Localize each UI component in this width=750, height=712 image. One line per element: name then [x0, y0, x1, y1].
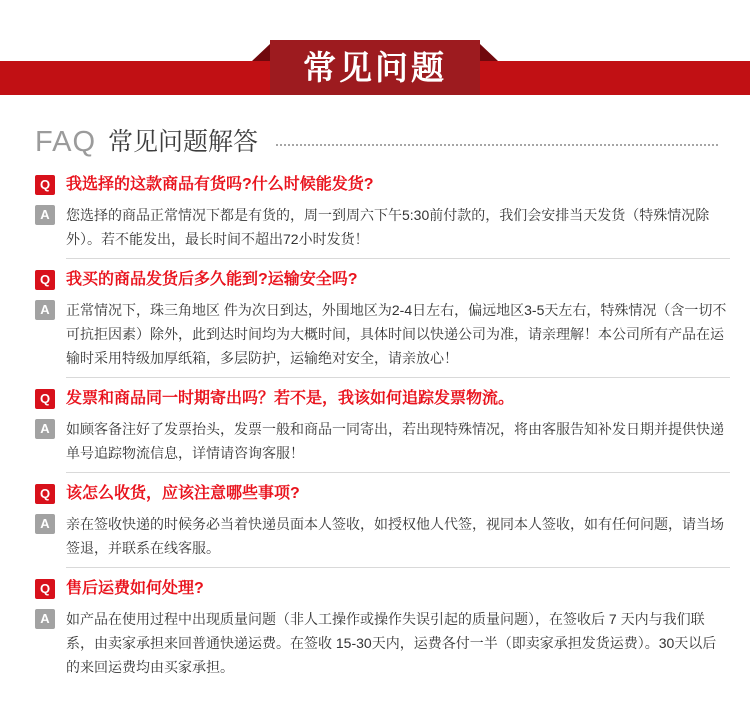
- ribbon-title-box: [270, 40, 480, 95]
- question-text: 售后运费如何处理?: [66, 580, 204, 597]
- question-row: [35, 389, 730, 409]
- faq-label: FAQ: [35, 126, 97, 158]
- question-text: 我买的商品发货后多久能到?运输安全吗?: [66, 271, 358, 288]
- question-row: [35, 270, 730, 290]
- ribbon-fold-right-icon: [480, 44, 498, 61]
- faq-item: [35, 568, 730, 686]
- question-row: [35, 484, 730, 504]
- a-icon: A: [35, 609, 55, 629]
- a-icon: A: [35, 514, 55, 534]
- faq-item: [35, 259, 730, 377]
- question-text: 该怎么收货，应该注意哪些事项?: [66, 485, 300, 502]
- ribbon-fold-left-icon: [252, 44, 270, 61]
- a-icon: A: [35, 205, 55, 225]
- ribbon-banner: [0, 0, 750, 108]
- faq-item: [35, 473, 730, 567]
- answer-row: [35, 607, 730, 679]
- q-icon: Q: [35, 389, 55, 409]
- q-icon: Q: [35, 579, 55, 599]
- a-icon: A: [35, 419, 55, 439]
- answer-text: 您选择的商品正常情况下都是有货的，周一到周六下午5:30前付款的，我们会安排当天发货（特殊情况除外）。若不能发出，最长时间不超出72小时发货！: [66, 207, 710, 247]
- page-title: 常见问题解答: [108, 128, 259, 156]
- question-row: [35, 579, 730, 599]
- question-text: 我选择的这款商品有货吗?什么时候能发货?: [66, 176, 374, 193]
- faq-item: [35, 378, 730, 472]
- a-icon: A: [35, 300, 55, 320]
- q-icon: Q: [35, 270, 55, 290]
- q-icon: Q: [35, 484, 55, 504]
- faq-section-header: [35, 108, 730, 164]
- question-row: [35, 175, 730, 195]
- answer-text: 亲在签收快递的时候务必当着快递员面本人签收，如授权他人代签，视同本人签收，如有任何问题，请当场签退，并联系在线客服。: [66, 516, 724, 556]
- dotted-divider: [276, 144, 718, 146]
- q-icon: Q: [35, 175, 55, 195]
- answer-row: [35, 298, 730, 370]
- faq-item: [35, 164, 730, 258]
- banner-title: 常见问题: [303, 49, 447, 86]
- answer-row: [35, 417, 730, 465]
- answer-text: 如顾客备注好了发票抬头，发票一般和商品一同寄出，若出现特殊情况，将由客服告知补发日期并提供快递单号追踪物流信息，详情请咨询客服！: [66, 421, 724, 461]
- faq-content: [0, 108, 750, 712]
- answer-row: [35, 512, 730, 560]
- answer-text: 正常情况下，珠三角地区 件为次日到达，外围地区为2-4日左右，偏远地区3-5天左右，特殊情况（含一切不可抗拒因素）除外，此到达时间均为大概时间，具体时间以快递公司为准，请亲理解！本公司所有产品在运输时采用特级加厚纸箱，多层防护，运输绝对安全，请亲放心！: [66, 302, 727, 366]
- question-text: 发票和商品同一时期寄出吗？若不是，我该如何追踪发票物流。: [66, 390, 515, 407]
- answer-text: 如产品在使用过程中出现质量问题（非人工操作或操作失误引起的质量问题），在签收后 7 天内与我们联系，由卖家承担来回普通快递运费。在签收 15-30天内，运费各付一半（即卖家承担发货运费）。30天以后的来回运费均由买家承担。: [66, 611, 717, 675]
- answer-row: [35, 203, 730, 251]
